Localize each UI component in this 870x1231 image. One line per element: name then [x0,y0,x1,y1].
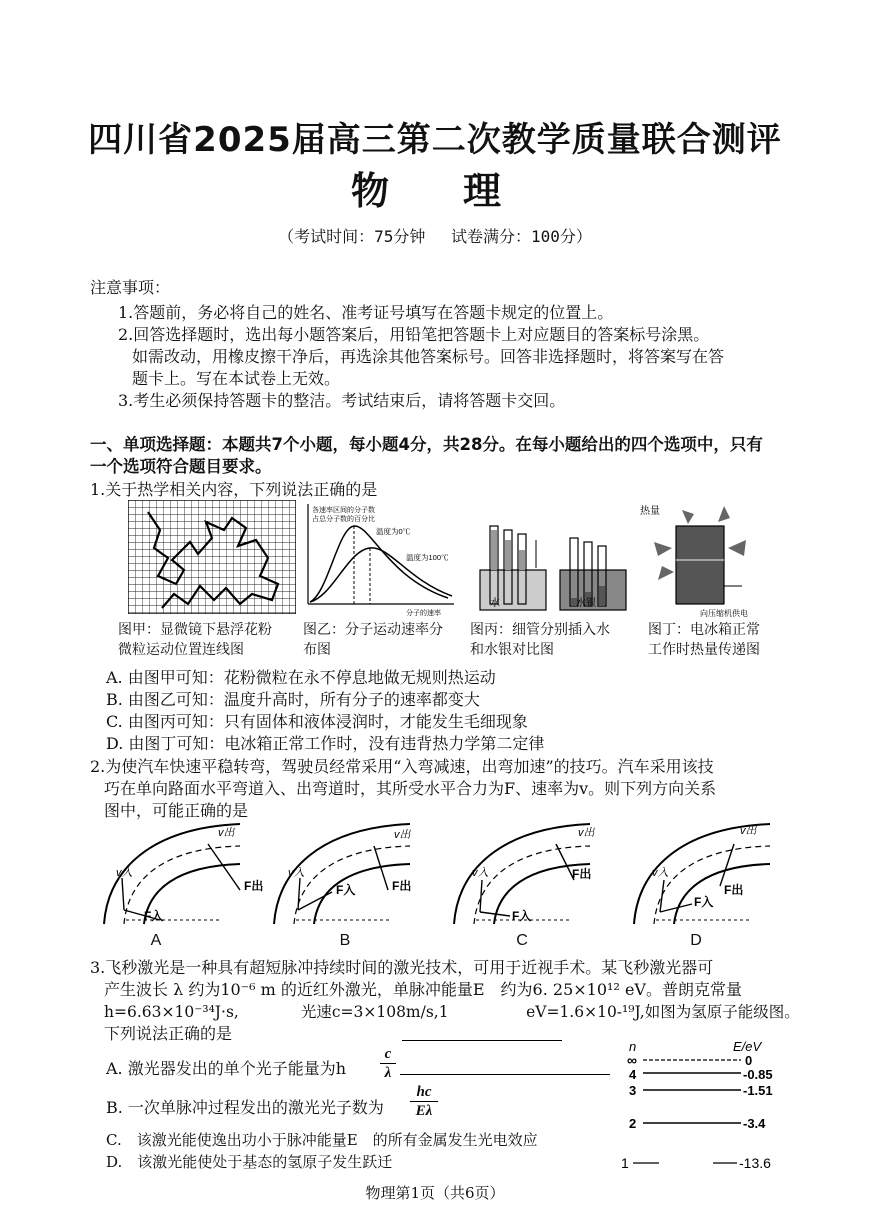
v-out-label: v出 [740,825,757,837]
force-in-label: F入 [144,909,164,923]
divider-line [402,1040,562,1041]
n-axis-label: n [629,1039,637,1054]
q1-stem: 1.关于热学相关内容，下列说法正确的是 [90,480,378,499]
v-in-label: v入 [652,867,669,879]
v-in-label: v入 [288,867,305,879]
force-in-label: F入 [512,909,532,923]
notice-item: 2.回答选择题时，选出每小题答案后，用铅笔把答题卡上对应题目的答案标号涂黑。 [118,325,710,344]
v-out-label: v出 [218,827,235,839]
fig-yi-caption-1: 图乙：分子运动速率分 [303,622,443,638]
q3-stem-line-3: h=6.63×10⁻³⁴J·s, 光速c=3×108m/s,1 eV=1.6×10-¹⁹J,如图为氢原子能级图。 [104,1003,800,1021]
fraction-a [380,1045,396,1082]
notice-item: 1.答题前，务必将自己的姓名、准考证号填写在答题卡规定的位置上。 [118,303,614,322]
section-heading-cont: 一个选项符合题目要求。 [90,457,272,476]
fig-bing-caption-2: 和水银对比图 [470,642,554,658]
v-out-label: v出 [394,829,411,841]
level-e-inf: 0 [745,1053,753,1068]
level-n-inf: ∞ [627,1052,637,1068]
notice-item: 3.考生必须保持答题卡的整洁。考试结束后，请将答题卡交回。 [118,391,566,410]
q1-option-b: B. 由图乙可知：温度升高时，所有分子的速率都变大 [106,690,480,709]
fig-jia-caption-2: 微粒运动位置连线图 [118,642,244,658]
fig-yi-caption-2: 布图 [303,642,331,658]
notice-heading: 注意事项： [90,278,171,297]
q3-option-d: D. 该激光能使处于基态的氢原子发生跃迁 [106,1153,393,1171]
q3-option-c: C. 该激光能使逸出功小于脉冲能量E 的所有金属发生光电效应 [106,1131,538,1149]
q2-label-d: D [690,932,702,949]
label-heat: 热量 [640,506,660,517]
exam-info: （考试时间：75分钟 试卷满分：100分） [278,227,592,246]
fraction-a-num: c [380,1045,396,1064]
rule-line [400,1074,610,1075]
level-n-4: 4 [629,1067,637,1082]
level-e-4: -0.85 [743,1067,773,1082]
level-e-2: -3.4 [743,1116,766,1131]
page-footer: 物理第1页（共6页） [365,1184,505,1202]
q3-option-a: A. 激光器发出的单个光子能量为h [106,1059,347,1078]
notice-item: 如需改动，用橡皮擦干净后，再选涂其他答案标号。回答非选择题时，将答案写在答 [132,347,725,366]
label-water: 水 [490,598,500,609]
q1-option-d: D. 由图丁可知：电冰箱正常工作时，没有违背热力学第二定律 [106,734,545,753]
force-out-label: F出 [724,883,744,897]
q3-stem-line-2: 产生波长 λ 约为10⁻⁶ m 的近红外激光，单脉冲能量E 约为6. 25×10¹² eV。普朗克常量 [104,980,742,999]
q2-figure-a [100,820,280,926]
fig-yi-speed-distribution [298,498,458,616]
q1-option-a: A. 由图甲可知：花粉微粒在永不停息地做无规则热运动 [106,668,496,687]
curve-label-0c: 温度为0℃ [376,527,411,536]
q2-label-b: B [339,932,351,949]
q2-stem-line-3: 图中，可能正确的是 [104,801,249,820]
fig-ding-caption-1: 图丁：电冰箱正常 [648,622,760,638]
q2-stem-line-1: 2.为使汽车快速平稳转弯，驾驶员经常采用“入弯减速，出弯加速”的技巧。汽车采用该技 [90,757,714,776]
fig-yi-label-1: 各速率区间的分子数 [312,507,375,514]
fraction-a-den: λ [384,1065,392,1081]
q3-option-b: B. 一次单脉冲过程发出的激光光子数为 [106,1098,384,1117]
q3-stem-line-1: 3.飞秒激光是一种具有超短脉冲持续时间的激光技术，可用于近视手术。某飞秒激光器可 [90,958,714,977]
q3-stem-line-4: 下列说法正确的是 [104,1024,233,1043]
q2-stem-line-2: 巧在单向路面水平弯道入、出弯道时，其所受水平合力为F、速率为v。则下列方向关系 [104,779,717,798]
fig-ding-fridge [632,496,782,618]
fig-ding-caption-2: 工作时热量传递图 [648,642,760,658]
subject-title: 物 理 [350,169,519,213]
hydrogen-energy-level-diagram [615,1038,795,1178]
fridge-body [676,526,724,604]
q2-figure-b [270,820,450,926]
level-n-1: 1 [621,1155,629,1171]
fraction-b-den: Eλ [415,1103,433,1119]
fig-yi-label-2: 占总分子数的百分比 [312,516,375,523]
level-e-3: -1.51 [743,1083,773,1098]
section-heading: 一、单项选择题：本题共7个小题，每小题4分，共28分。在每小题给出的四个选项中，只有 [90,435,763,454]
v-in-label: v入 [116,867,133,879]
energy-axis-label: E/eV [733,1039,762,1054]
fig-jia-pollen-grid [128,500,296,614]
v-in-label: v入 [472,867,489,879]
force-in-label: F入 [694,895,714,909]
label-compressor: 向压缩机供电 [700,609,748,618]
fraction-b [410,1083,438,1120]
level-n-2: 2 [629,1116,637,1131]
force-out-label: F出 [244,879,264,893]
fraction-b-num: hc [410,1083,438,1102]
q2-figure-c [450,820,630,926]
level-n-3: 3 [629,1083,637,1098]
curve-0c [310,526,448,602]
q2-label-a: A [150,932,162,949]
notice-item: 题卡上。写在本试卷上无效。 [132,369,341,388]
q2-figure-d [630,820,810,926]
v-out-label: v出 [578,827,595,839]
fig-yi-xaxis-label: 分子的速率 [406,610,441,616]
level-e-1: -13.6 [739,1155,771,1171]
q1-option-c: C. 由图丙可知：只有固体和液体浸润时，才能发生毛细现象 [106,712,528,731]
force-out-label: F出 [572,867,592,881]
fig-jia-caption-1: 图甲：显微镜下悬浮花粉 [118,622,272,638]
label-mercury: 水银 [576,598,596,609]
paper-title: 四川省2025届高三第二次教学质量联合测评 [88,120,782,160]
q2-label-c: C [516,932,528,949]
force-out-label: F出 [392,879,412,893]
curve-label-100c: 温度为100℃ [406,553,449,562]
fig-bing-capillary [478,520,628,616]
fig-bing-caption-1: 图丙：细管分别插入水 [470,622,610,638]
force-in-label: F入 [336,883,356,897]
